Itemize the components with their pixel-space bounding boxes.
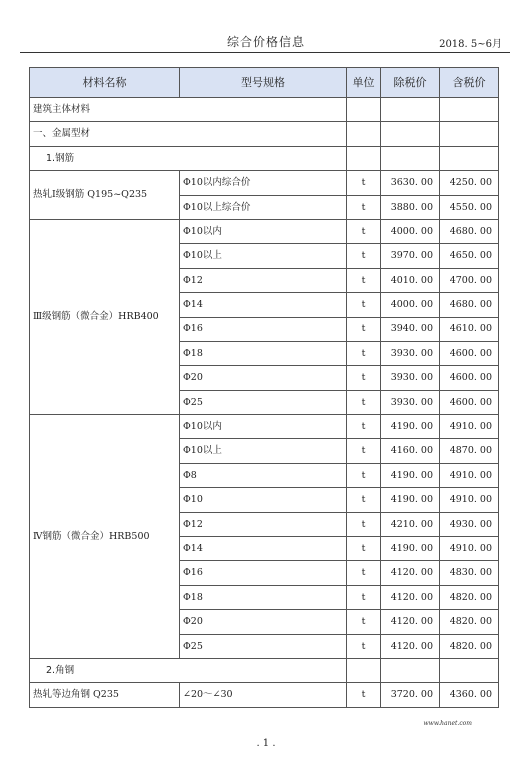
unit-cell: t [347,585,381,609]
price-incl-tax-cell: 4600. 00 [440,390,499,414]
price-incl-tax-cell: 4910. 00 [440,488,499,512]
unit-cell: t [347,537,381,561]
price-incl-tax-cell: 4910. 00 [440,463,499,487]
price-ex-tax-cell: 3940. 00 [381,317,440,341]
unit-cell: t [347,390,381,414]
price-incl-tax-cell: 4870. 00 [440,439,499,463]
price-ex-tax-cell: 4190. 00 [381,488,440,512]
spec-cell: Φ10以内 [180,219,347,243]
price-ex-tax-cell: 4120. 00 [381,610,440,634]
spec-cell: Φ10以内 [180,415,347,439]
category-row [30,98,499,122]
column-header-price-ex-tax: 除税价 [381,68,440,98]
material-name-cell: Ⅲ级钢筋（微合金）HRB400 [30,219,180,414]
spec-cell: Φ10以上 [180,244,347,268]
spec-cell: Φ14 [180,293,347,317]
spec-cell: ∠20～∠30 [180,683,347,707]
subsection-label: 2.角钢 [30,658,347,682]
unit-cell: t [347,561,381,585]
section-row [30,122,499,146]
price-table [29,67,499,708]
spec-cell: Φ18 [180,585,347,609]
spec-cell: Φ16 [180,561,347,585]
price-ex-tax-cell: 3930. 00 [381,390,440,414]
unit-cell: t [347,634,381,658]
price-incl-tax-cell: 4550. 00 [440,195,499,219]
header-rule [20,52,510,53]
subsection-label: 1.钢筋 [30,146,347,170]
price-incl-tax-cell: 4650. 00 [440,244,499,268]
unit-cell: t [347,341,381,365]
spec-cell: Φ10以上综合价 [180,195,347,219]
price-ex-tax-cell: 3930. 00 [381,366,440,390]
price-incl-tax-cell: 4820. 00 [440,610,499,634]
price-ex-tax-cell: 4210. 00 [381,512,440,536]
price-ex-tax-cell: 3930. 00 [381,341,440,365]
spec-cell: Φ8 [180,463,347,487]
price-incl-tax-cell: 4930. 00 [440,512,499,536]
column-header-spec: 型号规格 [180,68,347,98]
page-title: 综合价格信息 [226,35,305,49]
column-header-unit: 单位 [347,68,381,98]
spec-cell: Φ25 [180,390,347,414]
column-header-material: 材料名称 [30,68,180,98]
price-incl-tax-cell: 4250. 00 [440,171,499,195]
unit-cell: t [347,463,381,487]
price-ex-tax-cell: 3630. 00 [381,171,440,195]
price-ex-tax-cell: 3720. 00 [381,683,440,707]
price-incl-tax-cell: 4820. 00 [440,634,499,658]
column-header-price-incl-tax: 含税价 [440,68,499,98]
unit-cell: t [347,317,381,341]
price-ex-tax-cell: 4190. 00 [381,463,440,487]
price-ex-tax-cell: 4010. 00 [381,268,440,292]
unit-cell: t [347,610,381,634]
price-ex-tax-cell: 4120. 00 [381,634,440,658]
spec-cell: Φ12 [180,268,347,292]
spec-cell: Φ20 [180,610,347,634]
spec-cell: Φ10以上 [180,439,347,463]
price-ex-tax-cell: 3970. 00 [381,244,440,268]
unit-cell: t [347,268,381,292]
price-ex-tax-cell: 4190. 00 [381,415,440,439]
price-incl-tax-cell: 4600. 00 [440,366,499,390]
unit-cell: t [347,683,381,707]
unit-cell: t [347,488,381,512]
section-label: 一、金属型材 [30,122,347,146]
table-row [30,219,499,243]
spec-cell: Φ14 [180,537,347,561]
material-name-cell: 热轧Ⅰ级钢筋 Q195~Q235 [30,171,180,220]
price-ex-tax-cell: 4120. 00 [381,561,440,585]
table-row [30,171,499,195]
spec-cell: Φ16 [180,317,347,341]
spec-cell: Φ10 [180,488,347,512]
unit-cell: t [347,293,381,317]
price-ex-tax-cell: 4000. 00 [381,219,440,243]
price-incl-tax-cell: 4830. 00 [440,561,499,585]
unit-cell: t [347,244,381,268]
spec-cell: Φ25 [180,634,347,658]
subsection-row [30,658,499,682]
spec-cell: Φ10以内综合价 [180,171,347,195]
watermark-text: www.hanet.com [423,720,472,727]
category-label: 建筑主体材料 [30,98,347,122]
unit-cell: t [347,512,381,536]
price-ex-tax-cell: 4000. 00 [381,293,440,317]
table-header-row [30,68,499,98]
spec-cell: Φ18 [180,341,347,365]
material-name-cell: 热轧等边角钢 Q235 [30,683,180,707]
unit-cell: t [347,219,381,243]
material-name-cell: Ⅳ钢筋（微合金）HRB500 [30,415,180,659]
price-ex-tax-cell: 4120. 00 [381,585,440,609]
subsection-row [30,146,499,170]
price-ex-tax-cell: 3880. 00 [381,195,440,219]
price-incl-tax-cell: 4910. 00 [440,415,499,439]
price-ex-tax-cell: 4190. 00 [381,537,440,561]
price-incl-tax-cell: 4680. 00 [440,293,499,317]
price-incl-tax-cell: 4610. 00 [440,317,499,341]
page-number: . 1 . [256,738,276,749]
spec-cell: Φ20 [180,366,347,390]
price-incl-tax-cell: 4820. 00 [440,585,499,609]
table-row [30,683,499,707]
price-incl-tax-cell: 4600. 00 [440,341,499,365]
unit-cell: t [347,195,381,219]
spec-cell: Φ12 [180,512,347,536]
unit-cell: t [347,415,381,439]
unit-cell: t [347,366,381,390]
price-incl-tax-cell: 4700. 00 [440,268,499,292]
unit-cell: t [347,439,381,463]
price-incl-tax-cell: 4910. 00 [440,537,499,561]
price-incl-tax-cell: 4360. 00 [440,683,499,707]
price-incl-tax-cell: 4680. 00 [440,219,499,243]
period-date: 2018. 5~6月 [439,39,502,50]
unit-cell: t [347,171,381,195]
price-ex-tax-cell: 4160. 00 [381,439,440,463]
table-row [30,415,499,439]
